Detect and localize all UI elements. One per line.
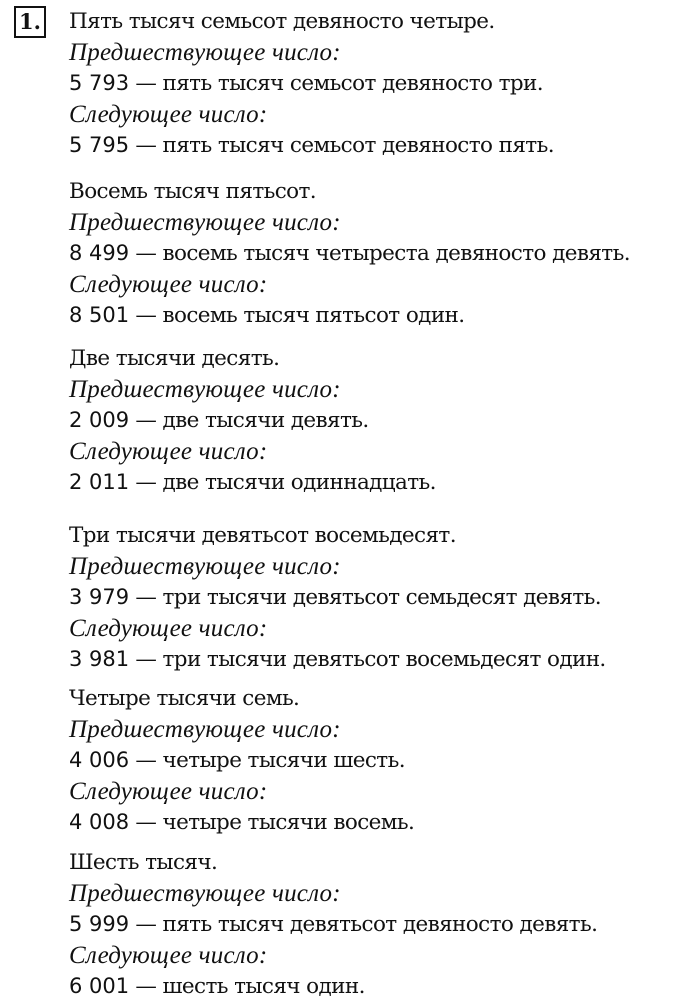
- exercise-block: [69, 683, 694, 838]
- previous-number-label: Предшествующее число:: [69, 376, 341, 403]
- next-number-answer: [69, 300, 694, 331]
- previous-number-value: 5 793: [69, 71, 130, 95]
- exercise-title: Три тысячи девятьсот восемьдесят.: [69, 523, 456, 548]
- next-number-value: 8 501: [69, 303, 130, 327]
- exercise-block: [69, 176, 694, 331]
- next-number-value: 2 011: [69, 470, 130, 494]
- previous-number-label: Предшествующее число:: [69, 553, 341, 580]
- next-number-label: Следующее число:: [69, 942, 268, 969]
- previous-number-answer: [69, 238, 694, 269]
- next-number-answer: [69, 807, 694, 838]
- exercise-title: Шесть тысяч.: [69, 850, 218, 875]
- previous-number-answer: [69, 745, 694, 776]
- next-number-words: — пять тысяч семьсот девяносто пять.: [129, 133, 554, 158]
- next-number-answer: [69, 644, 694, 675]
- previous-number-value: 2 009: [69, 408, 130, 432]
- exercise-title: Две тысячи десять.: [69, 346, 280, 371]
- previous-number-label: Предшествующее число:: [69, 39, 341, 66]
- previous-number-value: 5 999: [69, 912, 130, 936]
- task-number-box: 1.: [14, 6, 46, 38]
- next-number-label: Следующее число:: [69, 615, 268, 642]
- previous-number-words: — четыре тысячи шесть.: [129, 748, 405, 773]
- exercise-title: Восемь тысяч пятьсот.: [69, 179, 317, 204]
- previous-number-words: — пять тысяч семьсот девяносто три.: [129, 71, 544, 96]
- exercise-block: [69, 847, 694, 1002]
- previous-number-label: Предшествующее число:: [69, 716, 341, 743]
- next-number-label: Следующее число:: [69, 271, 268, 298]
- exercise-title: Четыре тысячи семь.: [69, 686, 300, 711]
- exercise-title: Пять тысяч семьсот девяносто четыре.: [69, 9, 495, 34]
- next-number-label: Следующее число:: [69, 438, 268, 465]
- next-number-words: — две тысячи одиннадцать.: [129, 470, 436, 495]
- previous-number-value: 8 499: [69, 241, 130, 265]
- previous-number-answer: [69, 909, 694, 940]
- exercise-block: [69, 520, 694, 675]
- previous-number-label: Предшествующее число:: [69, 880, 341, 907]
- previous-number-words: — две тысячи девять.: [129, 408, 369, 433]
- next-number-value: 5 795: [69, 133, 130, 157]
- previous-number-words: — восемь тысяч четыреста девяносто девять.: [129, 241, 630, 266]
- previous-number-value: 3 979: [69, 585, 130, 609]
- previous-number-answer: [69, 68, 694, 99]
- previous-number-value: 4 006: [69, 748, 130, 772]
- next-number-value: 6 001: [69, 974, 130, 998]
- exercise-block: [69, 343, 694, 498]
- previous-number-label: Предшествующее число:: [69, 209, 341, 236]
- previous-number-words: — три тысячи девятьсот семьдесят девять.: [129, 585, 601, 610]
- next-number-answer: [69, 971, 694, 1002]
- next-number-value: 4 008: [69, 810, 130, 834]
- next-number-label: Следующее число:: [69, 101, 268, 128]
- exercise-block: [69, 6, 694, 161]
- next-number-label: Следующее число:: [69, 778, 268, 805]
- next-number-words: — три тысячи девятьсот восемьдесят один.: [129, 647, 606, 672]
- next-number-words: — шесть тысяч один.: [129, 974, 365, 999]
- previous-number-answer: [69, 405, 694, 436]
- next-number-answer: [69, 467, 694, 498]
- next-number-answer: [69, 130, 694, 161]
- previous-number-answer: [69, 582, 694, 613]
- next-number-words: — восемь тысяч пятьсот один.: [129, 303, 465, 328]
- next-number-value: 3 981: [69, 647, 130, 671]
- previous-number-words: — пять тысяч девятьсот девяносто девять.: [129, 912, 598, 937]
- next-number-words: — четыре тысячи восемь.: [129, 810, 415, 835]
